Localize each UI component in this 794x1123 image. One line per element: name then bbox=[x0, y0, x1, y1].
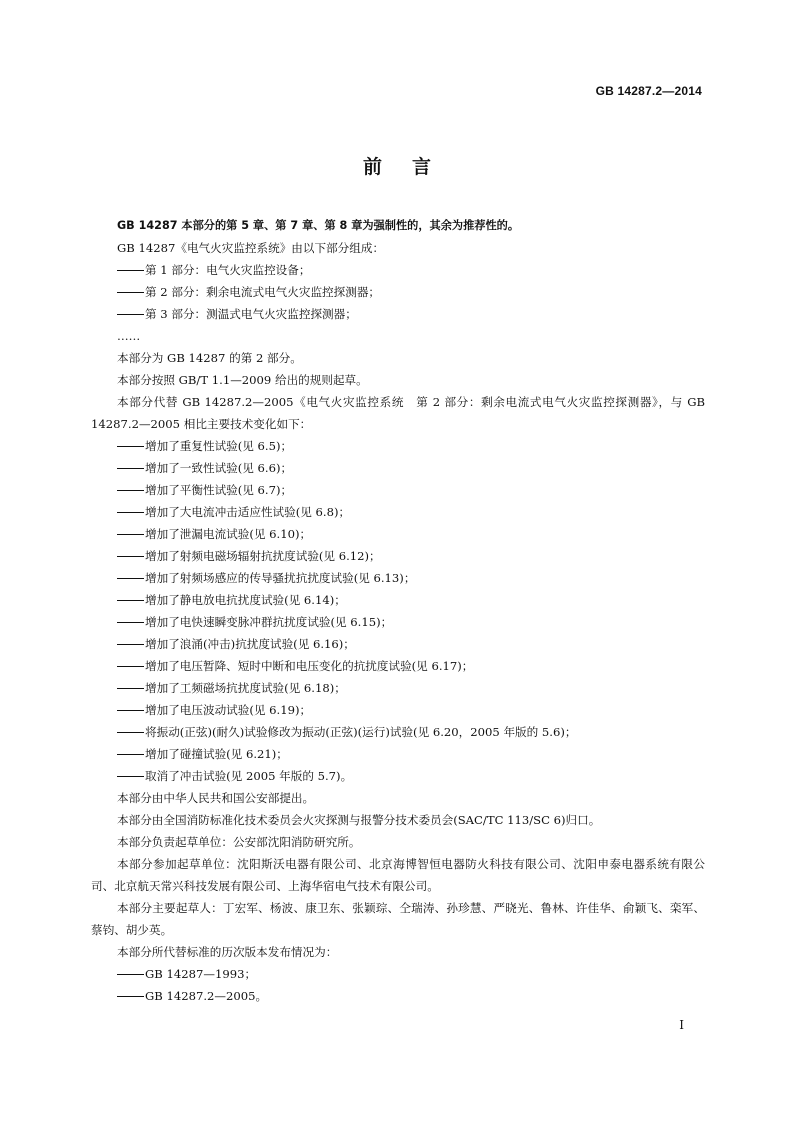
list-item: 增加了射频电磁场辐射抗扰度试验(见 6.12)； bbox=[91, 545, 705, 567]
dash-mark bbox=[117, 600, 144, 601]
parts-intro: GB 14287《电气火灾监控系统》由以下部分组成： bbox=[117, 241, 385, 255]
dash-mark bbox=[117, 270, 144, 271]
replacement-statement: 本部分代替 GB 14287.2—2005《电气火灾监控系统 第 2 部分：剩余电流式电气火灾监控探测器》，与 GB 14287.2—2005 相比主要技术变化如下： bbox=[91, 395, 705, 431]
list-item: 增加了泄漏电流试验(见 6.10)； bbox=[91, 523, 705, 545]
list-item: 增加了浪涌(冲击)抗扰度试验(见 6.16)； bbox=[91, 633, 705, 655]
list-item: 第 1 部分：电气火灾监控设备； bbox=[91, 259, 705, 281]
changes-list bbox=[91, 435, 705, 787]
foreword-body bbox=[91, 215, 705, 1007]
page-number: I bbox=[679, 1018, 684, 1032]
standard-code: GB 14287.2—2014 bbox=[595, 84, 702, 98]
dash-mark bbox=[117, 644, 144, 645]
list-item: 增加了静电放电抗扰度试验(见 6.14)； bbox=[91, 589, 705, 611]
list-item: GB 14287.2—2005。 bbox=[91, 985, 705, 1007]
dash-mark bbox=[117, 534, 144, 535]
dash-mark bbox=[117, 754, 144, 755]
list-item: 将振动(正弦)(耐久)试验修改为振动(正弦)(运行)试验(见 6.20，2005 年版的 5.6)； bbox=[91, 721, 705, 743]
list-item: 增加了一致性试验(见 6.6)； bbox=[91, 457, 705, 479]
dash-mark bbox=[117, 688, 144, 689]
dash-mark bbox=[117, 578, 144, 579]
history-list bbox=[91, 963, 705, 1007]
list-item: 增加了大电流冲击适应性试验(见 6.8)； bbox=[91, 501, 705, 523]
proposer-statement: 本部分由中华人民共和国公安部提出。 bbox=[117, 791, 315, 805]
list-item: 增加了电压波动试验(见 6.19)； bbox=[91, 699, 705, 721]
dash-mark bbox=[117, 314, 144, 315]
dash-mark bbox=[117, 776, 144, 777]
list-item: 增加了碰撞试验(见 6.21)； bbox=[91, 743, 705, 765]
dash-mark bbox=[117, 974, 144, 975]
list-item: 增加了电快速瞬变脉冲群抗扰度试验(见 6.15)； bbox=[91, 611, 705, 633]
parts-list bbox=[91, 259, 705, 325]
drafting-rules: 本部分按照 GB/T 1.1—2009 给出的规则起草。 bbox=[117, 373, 368, 387]
participating-units-statement: 本部分参加起草单位：沈阳斯沃电器有限公司、北京海博智恒电器防火科技有限公司、沈阳申泰电器系统有限公司、北京航天常兴科技发展有限公司、上海华宿电气技术有限公司。 bbox=[91, 857, 705, 893]
list-item: 第 2 部分：剩余电流式电气火灾监控探测器； bbox=[91, 281, 705, 303]
version-history-intro: 本部分所代替标准的历次版本发布情况为： bbox=[117, 945, 338, 959]
dash-mark bbox=[117, 556, 144, 557]
dash-mark bbox=[117, 710, 144, 711]
list-item: 第 3 部分：测温式电气火灾监控探测器； bbox=[91, 303, 705, 325]
ellipsis: …… bbox=[117, 329, 141, 343]
mandatory-statement: GB 14287 本部分的第 5 章、第 7 章、第 8 章为强制性的，其余为推荐性的。 bbox=[117, 219, 520, 232]
dash-mark bbox=[117, 292, 144, 293]
list-item: 增加了平衡性试验(见 6.7)； bbox=[91, 479, 705, 501]
page-title: 前言 bbox=[362, 156, 461, 178]
dash-mark bbox=[117, 996, 144, 997]
dash-mark bbox=[117, 446, 144, 447]
main-drafters-statement: 本部分主要起草人：丁宏军、杨波、康卫东、张颖琮、仝瑞涛、孙珍慧、严晓光、鲁林、许佳华、俞颖飞、栾军、蔡钧、胡少英。 bbox=[91, 901, 705, 937]
responsible-drafter-statement: 本部分负责起草单位：公安部沈阳消防研究所。 bbox=[117, 835, 361, 849]
centralized-by-statement: 本部分由全国消防标准化技术委员会火灾探测与报警分技术委员会(SAC/TC 113/SC 6)归口。 bbox=[117, 813, 601, 827]
this-part-statement: 本部分为 GB 14287 的第 2 部分。 bbox=[117, 351, 302, 365]
dash-mark bbox=[117, 666, 144, 667]
list-item: 取消了冲击试验(见 2005 年版的 5.7)。 bbox=[91, 765, 705, 787]
dash-mark bbox=[117, 622, 144, 623]
list-item: 增加了射频场感应的传导骚扰抗扰度试验(见 6.13)； bbox=[91, 567, 705, 589]
list-item: 增加了重复性试验(见 6.5)； bbox=[91, 435, 705, 457]
list-item: GB 14287—1993； bbox=[91, 963, 705, 985]
dash-mark bbox=[117, 732, 144, 733]
dash-mark bbox=[117, 512, 144, 513]
list-item: 增加了电压暂降、短时中断和电压变化的抗扰度试验(见 6.17)； bbox=[91, 655, 705, 677]
dash-mark bbox=[117, 490, 144, 491]
dash-mark bbox=[117, 468, 144, 469]
list-item: 增加了工频磁场抗扰度试验(见 6.18)； bbox=[91, 677, 705, 699]
